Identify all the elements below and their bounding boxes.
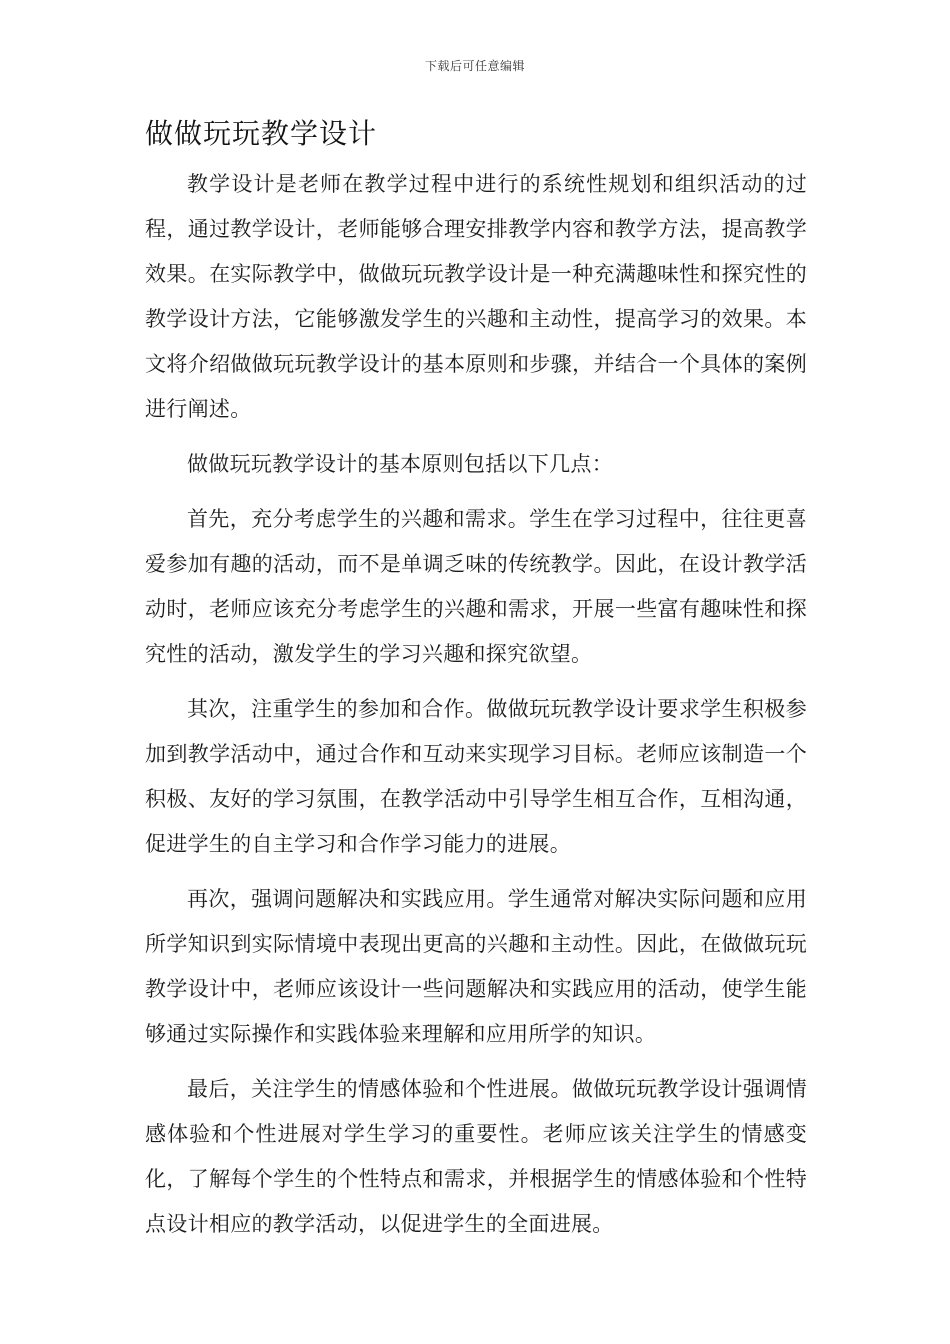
paragraph-principle-3: 再次，强调问题解决和实践应用。学生通常对解决实际问题和应用所学知识到实际情境中表现出更高的兴趣和主动性。因此，在做做玩玩教学设计中，老师应该设计一些问题解决和实践应用的活动，使学生能够通过实际操作和实践体验来理解和应用所学的知识。 xyxy=(145,887,807,1046)
header-note: 下载后可任意编辑 xyxy=(424,59,525,73)
paragraph-principles-lead: 做做玩玩教学设计的基本原则包括以下几点： xyxy=(187,452,613,476)
paragraph-principle-4: 最后，关注学生的情感体验和个性进展。做做玩玩教学设计强调情感体验和个性进展对学生学习的重要性。老师应该关注学生的情感变化，了解每个学生的个性特点和需求，并根据学生的情感体验和个性特点设计相应的教学活动，以促进学生的全面进展。 xyxy=(145,1077,807,1236)
paragraph-principle-1: 首先，充分考虑学生的兴趣和需求。学生在学习过程中，往往更喜爱参加有趣的活动，而不是单调乏味的传统教学。因此，在设计教学活动时，老师应该充分考虑学生的兴趣和需求，开展一些富有趣味性和探究性的活动，激发学生的学习兴趣和探究欲望。 xyxy=(145,507,807,666)
document-body xyxy=(145,162,807,1257)
document-title: 做做玩玩教学设计 xyxy=(145,117,378,150)
paragraph-principle-2: 其次，注重学生的参加和合作。做做玩玩教学设计要求学生积极参加到教学活动中，通过合作和互动来实现学习目标。老师应该制造一个积极、友好的学习氛围，在教学活动中引导学生相互合作，互相沟通，促进学生的自主学习和合作学习能力的进展。 xyxy=(145,697,807,856)
paragraph-intro: 教学设计是老师在教学过程中进行的系统性规划和组织活动的过程，通过教学设计，老师能够合理安排教学内容和教学方法，提高教学效果。在实际教学中，做做玩玩教学设计是一种充满趣味性和探究性的教学设计方法，它能够激发学生的兴趣和主动性，提高学习的效果。本文将介绍做做玩玩教学设计的基本原则和步骤，并结合一个具体的案例进行阐述。 xyxy=(145,172,807,421)
